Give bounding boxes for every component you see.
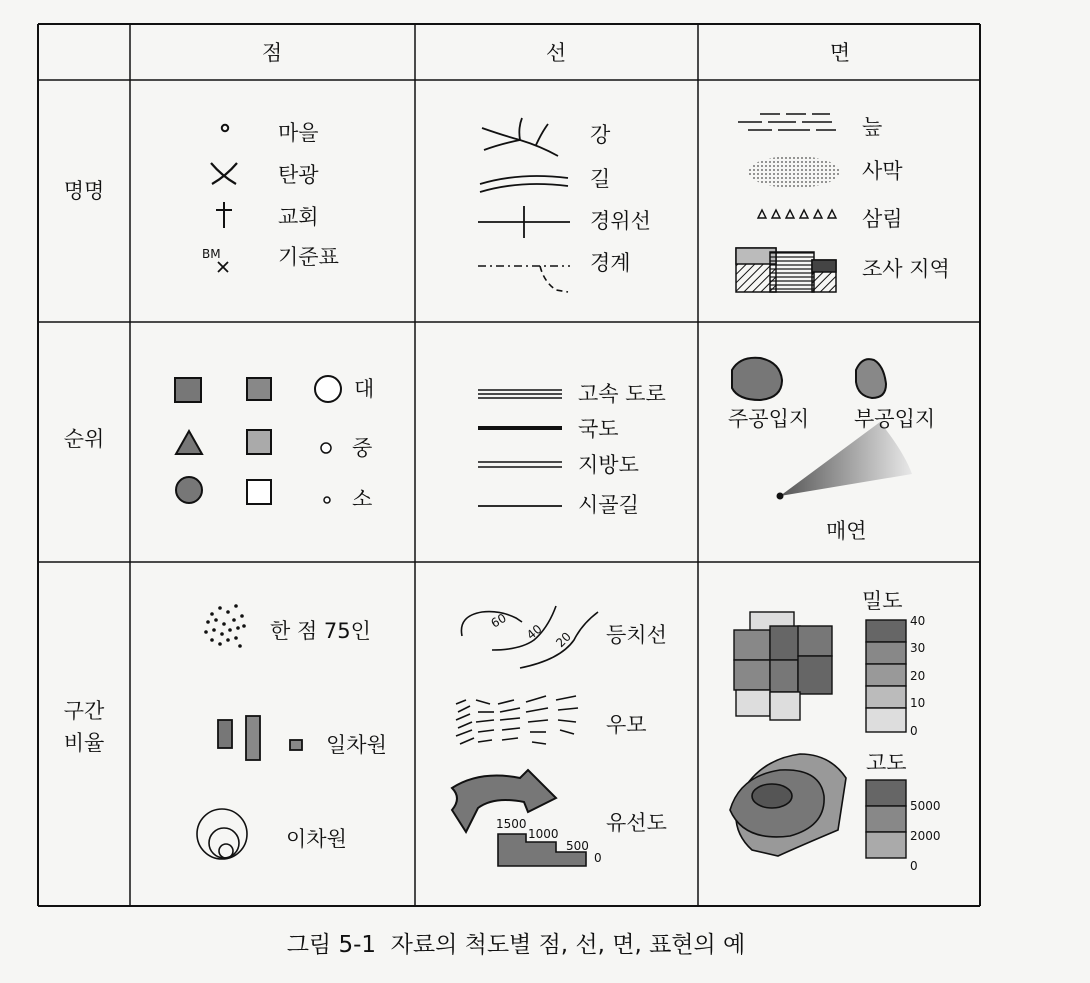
label-isoline: 등치선	[606, 623, 667, 647]
contour-20: 20	[553, 629, 574, 651]
label-mine: 탄광	[278, 163, 319, 187]
triangle-symbol	[176, 431, 202, 454]
label-major-site: 주공입지	[728, 407, 810, 431]
label-survey-area: 조사 지역	[862, 257, 950, 281]
label-national-road: 국도	[578, 417, 619, 441]
flow-1000: 1000	[528, 827, 559, 841]
smoke-source-icon	[777, 493, 784, 500]
square-symbol	[175, 378, 201, 402]
nested-circles-icon	[197, 809, 247, 859]
elevation-tick-5000: 5000	[910, 799, 941, 813]
elevation-tick-0: 0	[910, 859, 918, 873]
major-site-blob	[732, 358, 782, 400]
label-one-dimension: 일차원	[326, 733, 387, 757]
label-large: 대	[354, 377, 375, 401]
elevation-tick-2000: 2000	[910, 829, 941, 843]
label-road: 길	[590, 167, 611, 191]
flow-1500: 1500	[496, 817, 527, 831]
nominal-area-cell	[736, 114, 950, 292]
smoke-plume	[780, 422, 912, 496]
square-dark-symbol	[247, 378, 271, 400]
hachure-icon	[456, 696, 578, 744]
label-hachure: 우모	[606, 713, 647, 737]
elevation-title: 고도	[866, 751, 907, 775]
label-country-road: 시골길	[578, 493, 639, 517]
label-river: 강	[590, 123, 611, 147]
large-circle-symbol	[315, 376, 341, 402]
row-interval-2: 비율	[63, 731, 105, 755]
benchmark-icon	[218, 262, 228, 272]
nominal-line-cell	[478, 118, 651, 292]
density-tick-20: 20	[910, 669, 926, 683]
bm-label: BM	[202, 247, 221, 261]
ordinal-point-cell	[175, 376, 341, 504]
label-medium: 중	[352, 436, 373, 460]
density-legend	[866, 620, 906, 732]
label-village: 마을	[278, 121, 319, 145]
flow-500: 500	[566, 839, 589, 853]
river-icon	[482, 118, 558, 156]
density-tick-0: 0	[910, 724, 918, 738]
mine-icon	[211, 163, 237, 184]
density-tick-10: 10	[910, 696, 926, 710]
label-expressway: 고속 도로	[578, 382, 666, 406]
road-icon	[480, 176, 568, 192]
square-medium-symbol	[247, 430, 271, 454]
row-interval-1: 구간	[63, 699, 105, 723]
small-circle-symbol	[324, 497, 330, 503]
square-light-symbol	[247, 480, 271, 504]
label-benchmark: 기준표	[278, 245, 339, 269]
boundary-icon	[478, 266, 570, 292]
bar-symbols	[218, 716, 302, 760]
forest-icon	[758, 210, 836, 218]
graticule-icon	[478, 206, 570, 238]
contour-40: 40	[523, 621, 545, 643]
survey-area-icon	[736, 248, 836, 292]
desert-icon	[748, 156, 840, 188]
marsh-icon	[738, 114, 836, 130]
label-smoke: 매연	[826, 519, 867, 543]
row-nominal: 명명	[63, 179, 105, 203]
label-dot: 한 점 75인	[270, 619, 371, 643]
header-area: 면	[829, 41, 851, 65]
village-icon	[222, 125, 228, 131]
figure-caption: 그림 5-1 자료의 척도별 점, 선, 면, 표현의 예	[286, 932, 746, 958]
label-flow: 유선도	[606, 811, 667, 835]
label-desert: 사막	[862, 159, 903, 183]
local-road-symbol	[478, 462, 562, 467]
dot-density-icon	[204, 604, 246, 648]
label-marsh: 늪	[862, 115, 883, 139]
medium-circle-symbol	[321, 443, 331, 453]
row-ordinal: 순위	[63, 427, 105, 451]
ordinal-line-cell	[478, 390, 562, 506]
nominal-point-cell	[202, 121, 339, 272]
label-minor-site: 부공입지	[854, 407, 936, 431]
label-small: 소	[352, 487, 373, 511]
circle-symbol	[176, 477, 202, 503]
density-map-icon	[734, 612, 832, 720]
elevation-legend	[866, 780, 906, 858]
label-graticule: 경위선	[590, 209, 651, 233]
interval-area-cell	[730, 589, 941, 873]
label-local-road: 지방도	[578, 453, 639, 477]
minor-site-blob	[856, 359, 886, 398]
label-two-dimension: 이차원	[286, 827, 347, 851]
density-tick-30: 30	[910, 641, 926, 655]
header-point: 점	[261, 41, 283, 65]
header-line: 선	[545, 41, 567, 65]
density-title: 밀도	[862, 589, 903, 613]
contour-60: 60	[488, 610, 509, 631]
label-forest: 삼림	[862, 207, 903, 231]
expressway-symbol	[478, 390, 562, 398]
elevation-map-icon	[730, 754, 846, 856]
interval-line-cell	[452, 606, 602, 866]
density-tick-40: 40	[910, 614, 926, 628]
church-icon	[216, 202, 232, 228]
label-boundary: 경계	[590, 251, 631, 275]
label-church: 교회	[278, 205, 319, 229]
flow-0: 0	[594, 851, 602, 865]
